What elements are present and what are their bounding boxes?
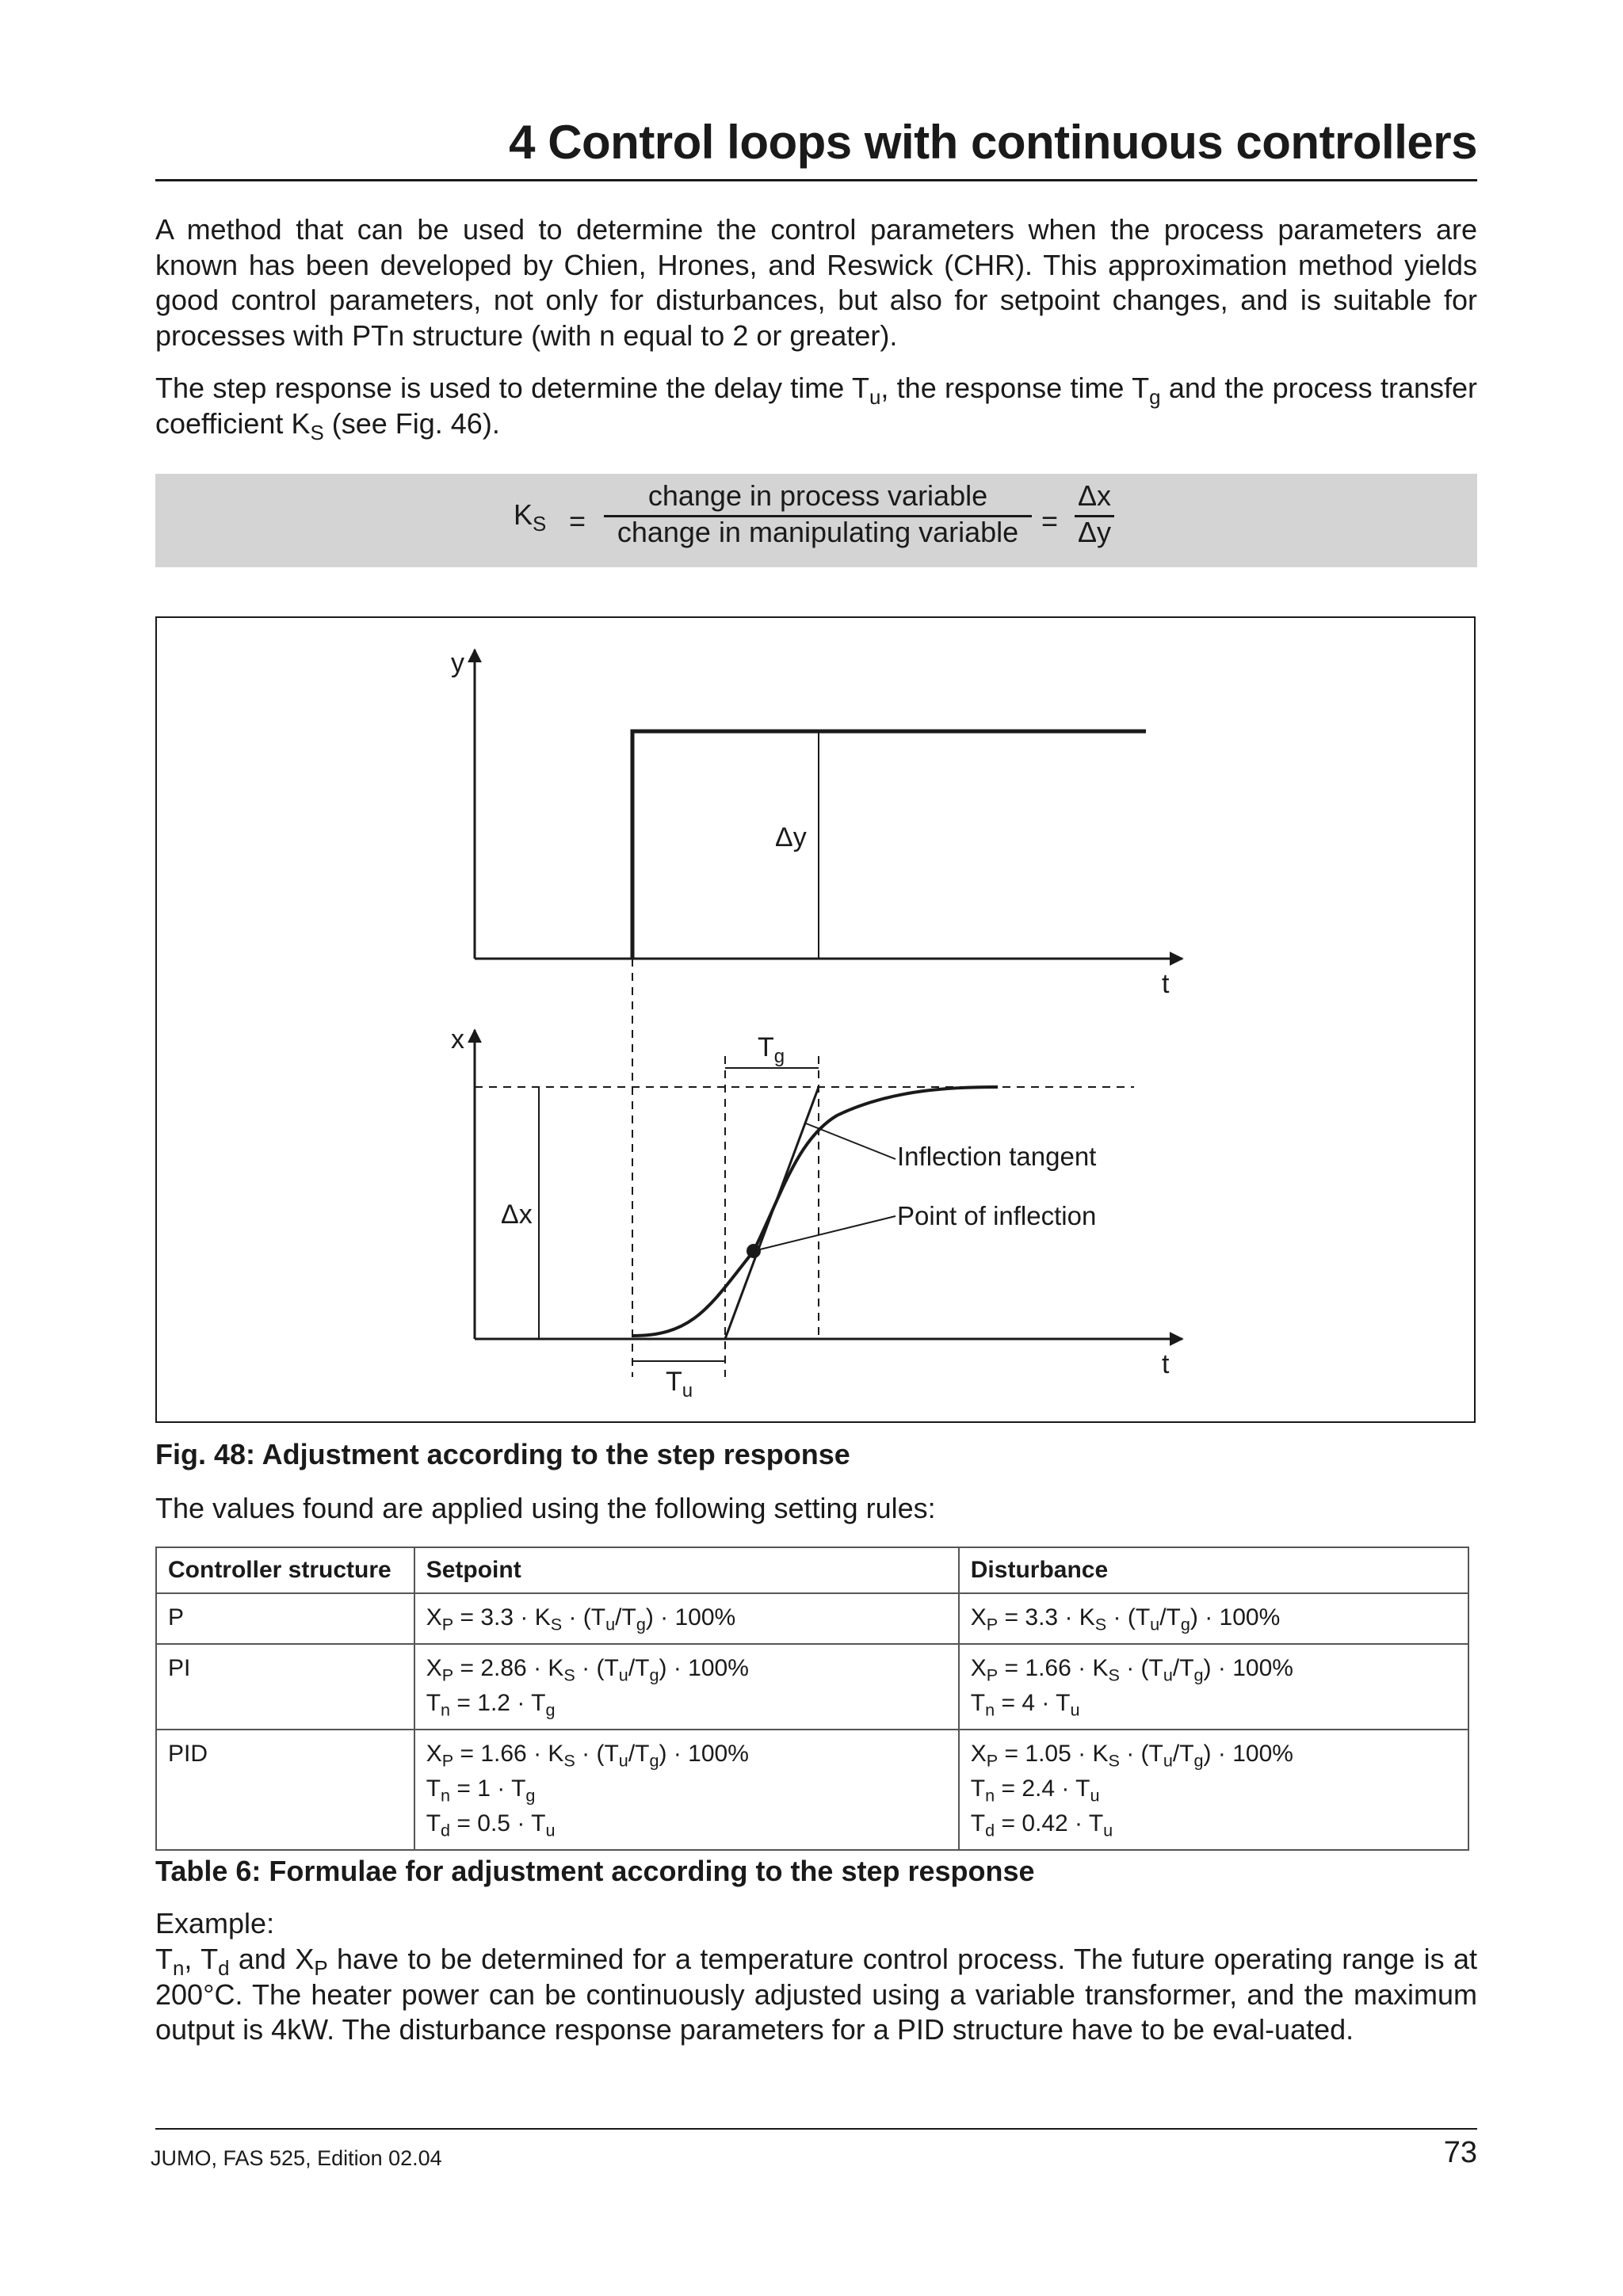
formula-k-sub: S	[533, 513, 547, 536]
footer-rule	[155, 2128, 1477, 2130]
tn-sub: n	[173, 1957, 185, 1980]
formula-k: K	[514, 498, 533, 531]
xp-sub: P	[314, 1957, 328, 1980]
p2-text-4: (see Fig. 46).	[323, 406, 500, 440]
formula-rhs-numerator: Δx	[1077, 479, 1112, 512]
tu-main: T	[666, 1367, 682, 1397]
tn-formula: $T_n = 1 \cdot T_g$	[426, 1775, 536, 1806]
footer-publication: JUMO, FAS 525, Edition 02.04	[151, 2146, 442, 2170]
inflection-point	[747, 1244, 761, 1258]
table-header-row	[156, 1547, 1468, 1593]
table-row-pid	[156, 1730, 1468, 1850]
tn-formula: $T_n = 1.2 \cdot T_g$	[426, 1690, 556, 1720]
cell-setpoint	[414, 1730, 959, 1850]
example-and: and	[229, 1943, 296, 1975]
rules-intro: The values found are applied using the following setting rules:	[155, 1492, 936, 1524]
step-response-diagram	[155, 616, 1476, 1423]
header-disturbance: Disturbance	[959, 1547, 1468, 1593]
top-t-label: t	[1162, 969, 1170, 999]
page-number: 73	[1443, 2136, 1477, 2169]
p2-sub-s: S	[310, 421, 324, 444]
delta-y-label: Δy	[775, 822, 807, 852]
xp-main: X	[295, 1943, 315, 1975]
example-paragraph	[155, 1942, 1477, 2048]
tn-formula: $T_n = 2.4 \cdot T_u$	[970, 1775, 1100, 1806]
td-value: 0.5	[477, 1810, 510, 1836]
cell-disturbance	[959, 1593, 1468, 1644]
bottom-x-label: x	[451, 1024, 464, 1055]
xp-formula: $X_P = 1.66 \cdot K_S \cdot (T_u/T_g) \cdot 100\%$	[970, 1655, 1293, 1685]
figure-caption: Fig. 48: Adjustment according to the step response	[155, 1438, 850, 1470]
xp-formula: $X_P = 2.86 \cdot K_S \cdot (T_u/T_g) \cdot 100\%$	[426, 1655, 749, 1685]
formula-equals-2: =	[1041, 505, 1059, 537]
formula-rhs-denominator: Δy	[1077, 516, 1112, 548]
p2-text-3: and the process transfer coefficient K	[155, 372, 1477, 440]
cell-setpoint	[414, 1644, 959, 1730]
point-of-inflection-label: Point of inflection	[897, 1201, 1097, 1230]
tu-sub: u	[682, 1380, 693, 1402]
xp-value: 1.66	[480, 1741, 527, 1767]
header-setpoint: Setpoint	[414, 1547, 959, 1593]
tu-label	[666, 1367, 693, 1402]
tn-value: 2.4	[1022, 1775, 1056, 1802]
title-rule	[155, 179, 1477, 181]
inflection-leader-line	[754, 1216, 896, 1251]
formula-denominator: change in manipulating variable	[617, 516, 1019, 548]
formula-ks	[514, 498, 547, 536]
xp-value: 1.66	[1025, 1655, 1071, 1681]
cell-structure: P	[156, 1593, 414, 1644]
example-sep: ,	[184, 1943, 201, 1975]
tg-main: T	[758, 1032, 774, 1062]
inflection-tangent-line	[725, 1087, 819, 1339]
td-sub: d	[218, 1957, 230, 1980]
bottom-t-label: t	[1162, 1349, 1170, 1379]
cell-setpoint	[414, 1593, 959, 1644]
tg-sub: g	[773, 1046, 785, 1067]
tn-formula: $T_n = 4 \cdot T_u$	[970, 1690, 1080, 1720]
p2-sub-g: g	[1149, 386, 1161, 409]
xp-formula: $X_P = 3.3 \cdot K_S \cdot (T_u/T_g) \cdot 100\%$	[426, 1604, 736, 1634]
step-input-line	[632, 731, 1146, 959]
cell-structure: PID	[156, 1730, 414, 1850]
example-rest: have to be determined for a temperature control process. The future operating range is at 200°C. The heater power can be continuously adjusted using a variable transformer, and the maximum output is 4kW. The disturbance response parameters for a PID structure have to be eval-uated.	[155, 1943, 1477, 2046]
intro-paragraph-2	[155, 371, 1477, 444]
table-caption: Table 6: Formulae for adjustment according to the step response	[155, 1855, 1035, 1887]
tn-value: 1.2	[477, 1690, 510, 1716]
cell-structure: PI	[156, 1644, 414, 1730]
table-row-p	[156, 1593, 1468, 1644]
tangent-leader-line	[806, 1123, 896, 1159]
xp-formula: $X_P = 1.05 \cdot K_S \cdot (T_u/T_g) \cdot 100\%$	[970, 1741, 1293, 1771]
intro-paragraph-1: A method that can be used to determine the control parameters when the process parameters are known has been developed by Chien, Hrones, and Reswick (CHR). This approximation method yields good control parameters, not only for disturbances, but also for setpoint changes, and is suitable for processes with PTn structure (with n equal to 2 or greater).	[155, 213, 1477, 352]
xp-value: 3.3	[480, 1604, 514, 1630]
xp-formula: $X_P = 1.66 \cdot K_S \cdot (T_u/T_g) \cdot 100\%$	[426, 1741, 749, 1771]
xp-value: 1.05	[1025, 1741, 1071, 1767]
tg-label	[758, 1032, 785, 1067]
example-label: Example:	[155, 1907, 275, 1939]
tn-main: T	[155, 1943, 173, 1975]
p2-text-1: The step response is used to determine the delay time T	[155, 372, 869, 404]
xp-formula: $X_P = 3.3 \cdot K_S \cdot (T_u/T_g) \cdot 100\%$	[970, 1604, 1281, 1634]
formula-box	[155, 474, 1477, 567]
header-controller-structure: Controller structure	[156, 1547, 414, 1593]
formula-equals-1: =	[569, 505, 586, 537]
tn-value: 4	[1022, 1690, 1035, 1716]
p2-sub-u: u	[869, 386, 881, 409]
td-formula: $T_d = 0.42 \cdot T_u$	[970, 1810, 1113, 1840]
td-formula: $T_d = 0.5 \cdot T_u$	[426, 1810, 556, 1840]
td-main: T	[200, 1943, 219, 1975]
formula-numerator: change in process variable	[647, 479, 988, 512]
tn-value: 1	[477, 1775, 491, 1802]
inflection-tangent-label: Inflection tangent	[897, 1142, 1097, 1171]
top-y-label: y	[451, 648, 464, 678]
xp-value: 3.3	[1025, 1604, 1059, 1630]
cell-disturbance	[959, 1730, 1468, 1850]
td-value: 0.42	[1022, 1810, 1068, 1836]
setting-rules-table	[155, 1547, 1469, 1851]
chapter-title: 4 Control loops with continuous controllers	[509, 116, 1477, 169]
table-row-pi	[156, 1644, 1468, 1730]
p2-text-2: , the response time T	[880, 372, 1150, 404]
cell-disturbance	[959, 1644, 1468, 1730]
xp-value: 2.86	[480, 1655, 527, 1681]
delta-x-label: Δx	[501, 1199, 533, 1230]
